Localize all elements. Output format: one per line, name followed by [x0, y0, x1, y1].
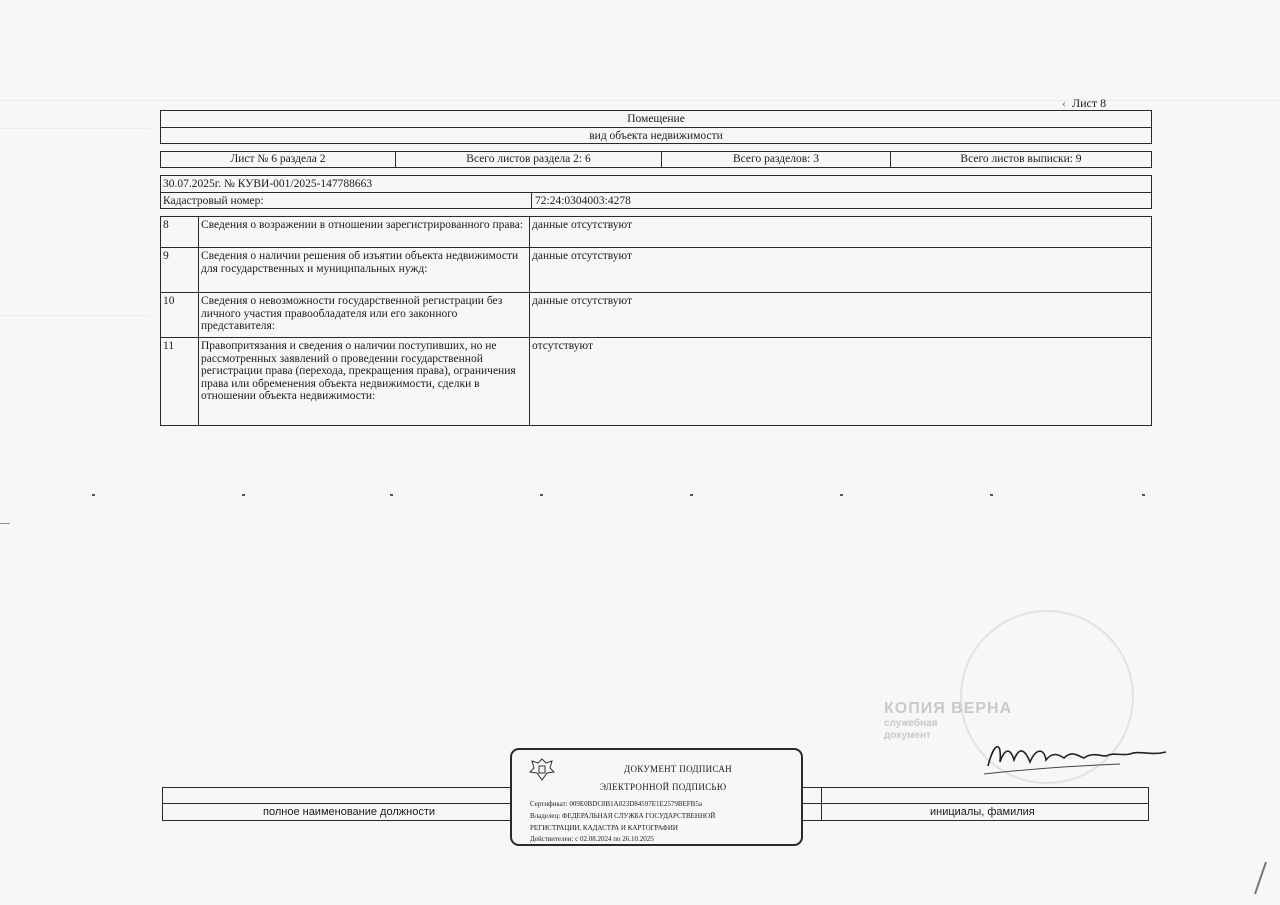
stamp-owner: РЕГИСТРАЦИИ, КАДАСТРА И КАРТОГРАФИИ	[530, 824, 678, 832]
row-value: данные отсутствуют	[530, 248, 1152, 293]
row-label: Сведения о невозможности государственной регистрации без личного участия правообладателя или его законного представителя:	[199, 293, 530, 338]
row-label: Сведения о наличии решения об изъятии объекта недвижимости для государственных и муниципальных нужд:	[199, 248, 530, 293]
row-value: данные отсутствуют	[530, 293, 1152, 338]
document-meta	[160, 175, 1152, 209]
table-row	[161, 338, 1152, 426]
table-row	[161, 293, 1152, 338]
stamp-line: ЭЛЕКТРОННОЙ ПОДПИСЬЮ	[600, 782, 727, 792]
handwritten-signature	[980, 722, 1180, 782]
sheet-info-row	[160, 151, 1152, 168]
section-sheets: Всего листов раздела 2: 6	[396, 152, 662, 167]
row-label: Правопритязания и сведения о наличии поступивших, но не рассмотренных заявлений о проведении государственной регистрации права (перехода, прекращения права), ограничения права или обременения объекта недвижимости, сделки в отношении объекта недвижимости:	[199, 338, 530, 426]
initials-label: инициалы, фамилия	[930, 806, 1035, 818]
stamp-validity: Действителен: с 02.08.2024 по 26.10.2025	[530, 835, 654, 843]
copy-stamp-line: служебная	[884, 718, 938, 729]
scan-noise	[0, 315, 150, 316]
table-row	[161, 217, 1152, 248]
copy-stamp-title: КОПИЯ ВЕРНА	[884, 700, 1013, 717]
stamp-owner: Владелец: ФЕДЕРАЛЬНАЯ СЛУЖБА ГОСУДАРСТВЕННОЙ	[530, 812, 716, 820]
row-number: 10	[161, 293, 199, 338]
position-label: полное наименование должности	[263, 806, 436, 818]
total-sheets: Всего листов выписки: 9	[960, 153, 1082, 165]
copy-stamp-line: документ	[884, 730, 931, 741]
sheet-no: Лист № 6 раздела 2	[161, 152, 396, 167]
row-value: отсутствуют	[530, 338, 1152, 426]
date-number: 30.07.2025г. № КУВИ-001/2025-147788663	[163, 178, 373, 190]
pen-mark	[1252, 860, 1268, 896]
scan-noise	[0, 523, 10, 524]
table-row	[161, 248, 1152, 293]
row-number: 11	[161, 338, 199, 426]
stamp-line: ДОКУМЕНТ ПОДПИСАН	[624, 764, 732, 774]
emblem-icon	[528, 756, 556, 782]
cadastral-value: 72:24:0304003:4278	[535, 195, 631, 207]
row-number: 9	[161, 248, 199, 293]
stamp-certificate: Сертификат: 009E0BDC8B1A023D84597E1E2579BEFB5a	[530, 800, 702, 808]
sections-count: Всего разделов: 3	[662, 152, 891, 167]
electronic-signature-stamp	[510, 748, 803, 846]
object-type-label: вид объекта недвижимости	[161, 127, 1151, 144]
object-name: Помещение	[627, 113, 685, 125]
cadastral-label: Кадастровый номер:	[161, 193, 532, 209]
records-table	[160, 216, 1152, 426]
scan-noise	[0, 128, 150, 129]
row-value: данные отсутствуют	[530, 217, 1152, 248]
row-number: 8	[161, 217, 199, 248]
sheet-number: ‹ Лист 8	[1062, 96, 1107, 110]
row-label: Сведения о возражении в отношении зарегистрированного права:	[199, 217, 530, 248]
object-header	[160, 110, 1152, 144]
cadastral-row	[161, 192, 1151, 209]
